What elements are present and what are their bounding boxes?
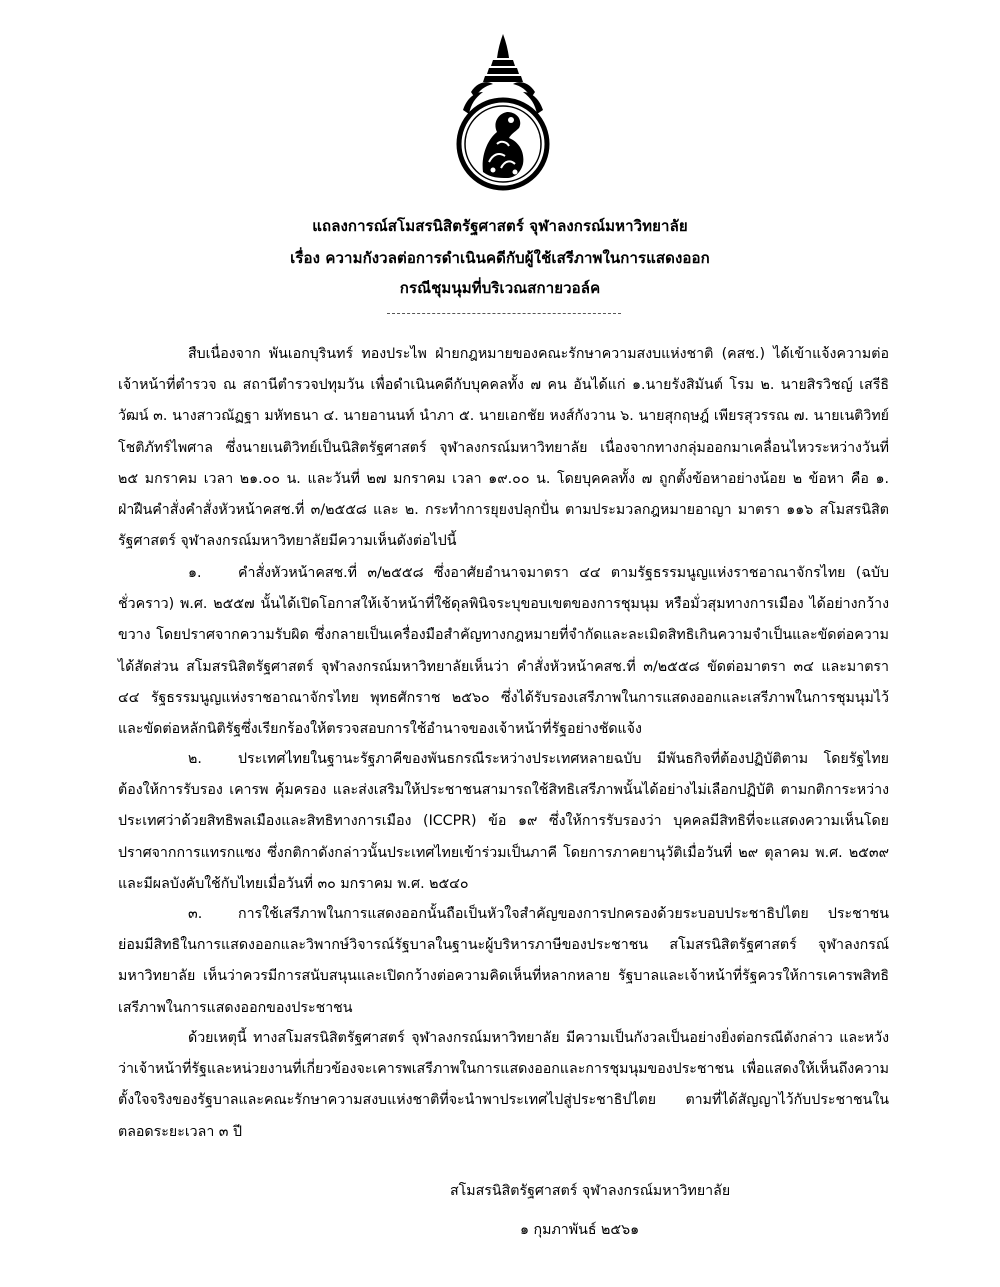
faculty-emblem-icon [453, 32, 553, 192]
document-title-line-1: แถลงการณ์สโมสรนิสิตรัฐศาสตร์ จุฬาลงกรณ์มหาวิทยาลัย [312, 217, 688, 235]
paragraph-text: การใช้เสรีภาพในการแสดงออกนั้นถือเป็นหัวใจสำคัญของการปกครองด้วยระบอบประชาธิปไตย ประชาชนย่อมมีสิทธิในการแสดงออกและวิพากษ์วิจารณ์รัฐบาลในฐานะผู้บริหารภาษีของประชาชน สโมสรนิสิตรัฐศาสตร์ จุฬาลงกรณ์มหาวิทยาลัย เห็นว่าควรมีการสนับสนุนและเปิดกว้างต่อความคิดเห็นที่หลากหลาย รัฐบาลและเจ้าหน้าที่รัฐควรให้การเคารพสิทธิเสรีภาพในการแสดงออกของประชาชน [118, 906, 889, 1016]
paragraph-point-1 [118, 558, 889, 745]
paragraph-text: สืบเนื่องจาก พันเอกบุรินทร์ ทองประไพ ฝ่ายกฎหมายของคณะรักษาความสงบแห่งชาติ (คสช.) ได้เข้าแจ้งความต่อเจ้าหน้าที่ตำรวจ ณ สถานีตำรวจปทุมวัน เพื่อดำเนินคดีกับบุคคลทั้ง ๗ คน อันได้แก่ ๑.นายรังสิมันต์ โรม ๒. นายสิรวิชญ์ เสรีธิวัฒน์ ๓. นางสาวณัฏฐา มหัทธนา ๔. นายอานนท์ นำภา ๕. นายเอกชัย หงส์กังวาน ๖. นายสุกฤษฎ์ เพียรสุวรรณ ๗. นายเนติวิทย์ โชติภัทร์ไพศาล ซึ่งนายเนติวิทย์เป็นนิสิตรัฐศาสตร์ จุฬาลงกรณ์มหาวิทยาลัย เนื่องจากทางกลุ่มออกมาเคลื่อนไหวระหว่างวันที่ ๒๕ มกราคม เวลา ๒๑.๐๐ น. และวันที่ ๒๗ มกราคม เวลา ๑๙.๐๐ น. โดยบุคคลทั้ง ๗ ถูกตั้งข้อหาอย่างน้อย ๒ ข้อหา คือ ๑. ฝ่าฝืนคำสั่งคำสั่งหัวหน้าคสช.ที่ ๓/๒๕๕๘ และ ๒. กระทำการยุยงปลุกปั่น ตามประมวลกฎหมายอาญา มาตรา ๑๑๖ สโมสรนิสิตรัฐศาสตร์ จุฬาลงกรณ์มหาวิทยาลัยมีความเห็นดังต่อไปนี้ [118, 346, 889, 550]
document-title-line-2: เรื่อง ความกังวลต่อการดำเนินคดีกับผู้ใช้เสรีภาพในการแสดงออก [290, 249, 710, 267]
document-title-line-3: กรณีชุมนุมที่บริเวณสกายวอล์ค [399, 279, 601, 297]
paragraph-text: ประเทศไทยในฐานะรัฐภาคีของพันธกรณีระหว่างประเทศหลายฉบับ มีพันธกิจที่ต้องปฏิบัติตาม โดยรัฐไทยต้องให้การรับรอง เคารพ คุ้มครอง และส่งเสริมให้ประชาชนสามารถใช้สิทธิเสรีภาพนั้นได้อย่างไม่เลือกปฏิบัติ ตามกติการะหว่างประเทศว่าด้วยสิทธิพลเมืองและสิทธิทางการเมือง (ICCPR) ข้อ ๑๙ ซึ่งให้การรับรองว่า บุคคลมีสิทธิที่จะแสดงความเห็นโดยปราศจากการแทรกแซง ซึ่งกติกาดังกล่าวนั้นประเทศไทยเข้าร่วมเป็นภาคี โดยการภาคยานุวัติเมื่อวันที่ ๒๙ ตุลาคม พ.ศ. ๒๕๓๙ และมีผลบังคับใช้กับไทยเมื่อวันที่ ๓๐ มกราคม พ.ศ. ๒๕๔๐ [118, 751, 889, 892]
paragraph-point-3 [118, 899, 889, 1024]
signature-date: ๑ กุมภาพันธ์ ๒๕๖๑ [520, 1222, 640, 1238]
paragraph-intro [118, 339, 889, 557]
paragraph-text: คำสั่งหัวหน้าคสช.ที่ ๓/๒๕๕๘ ซึ่งอาศัยอำนาจมาตรา ๔๔ ตามรัฐธรรมนูญแห่งราชอาณาจักรไทย (ฉบับชั่วคราว) พ.ศ. ๒๕๕๗ นั้นได้เปิดโอกาสให้เจ้าหน้าที่ใช้ดุลพินิจระบุขอบเขตของการชุมนุม หรือมั่วสุมทางการเมือง ได้อย่างกว้างขวาง โดยปราศจากความรับผิด ซึ่งกลายเป็นเครื่องมือสำคัญทางกฎหมายที่จำกัดและละเมิดสิทธิเกินความจำเป็นและขัดต่อความได้สัดส่วน สโมสรนิสิตรัฐศาสตร์ จุฬาลงกรณ์มหาวิทยาลัยเห็นว่า คำสั่งหัวหน้าคสช.ที่ ๓/๒๕๕๘ ขัดต่อมาตรา ๓๔ และมาตรา ๔๔ รัฐธรรมนูญแห่งราชอาณาจักรไทย พุทธศักราช ๒๕๖๐ ซึ่งได้รับรองเสรีภาพในการแสดงออกและเสรีภาพในการชุมนุมไว้ และขัดต่อหลักนิติรัฐซึ่งเรียกร้องให้ตรวจสอบการใช้อำนาจของเจ้าหน้าที่รัฐอย่างชัดแจ้ง [118, 565, 889, 738]
signature-organization: สโมสรนิสิตรัฐศาสตร์ จุฬาลงกรณ์มหาวิทยาลัย [450, 1183, 731, 1199]
title-divider [387, 313, 621, 314]
paragraph-number: ๑. [188, 565, 202, 581]
paragraph-point-2 [118, 744, 889, 900]
paragraph-conclusion [118, 1023, 889, 1148]
paragraph-text: ด้วยเหตุนี้ ทางสโมสรนิสิตรัฐศาสตร์ จุฬาลงกรณ์มหาวิทยาลัย มีความเป็นกังวลเป็นอย่างยิ่งต่อกรณีดังกล่าว และหวังว่าเจ้าหน้าที่รัฐและหน่วยงานที่เกี่ยวข้องจะเคารพเสรีภาพในการแสดงออกและการชุมนุมของประชาชน เพื่อแสดงให้เห็นถึงความตั้งใจจริงของรัฐบาลและคณะรักษาความสงบแห่งชาติที่จะนำพาประเทศไปสู่ประชาธิปไตย ตามที่ได้สัญญาไว้กับประชาชนในตลอดระยะเวลา ๓ ปี [118, 1030, 889, 1140]
paragraph-number: ๒. [188, 751, 202, 767]
paragraph-number: ๓. [188, 906, 203, 922]
